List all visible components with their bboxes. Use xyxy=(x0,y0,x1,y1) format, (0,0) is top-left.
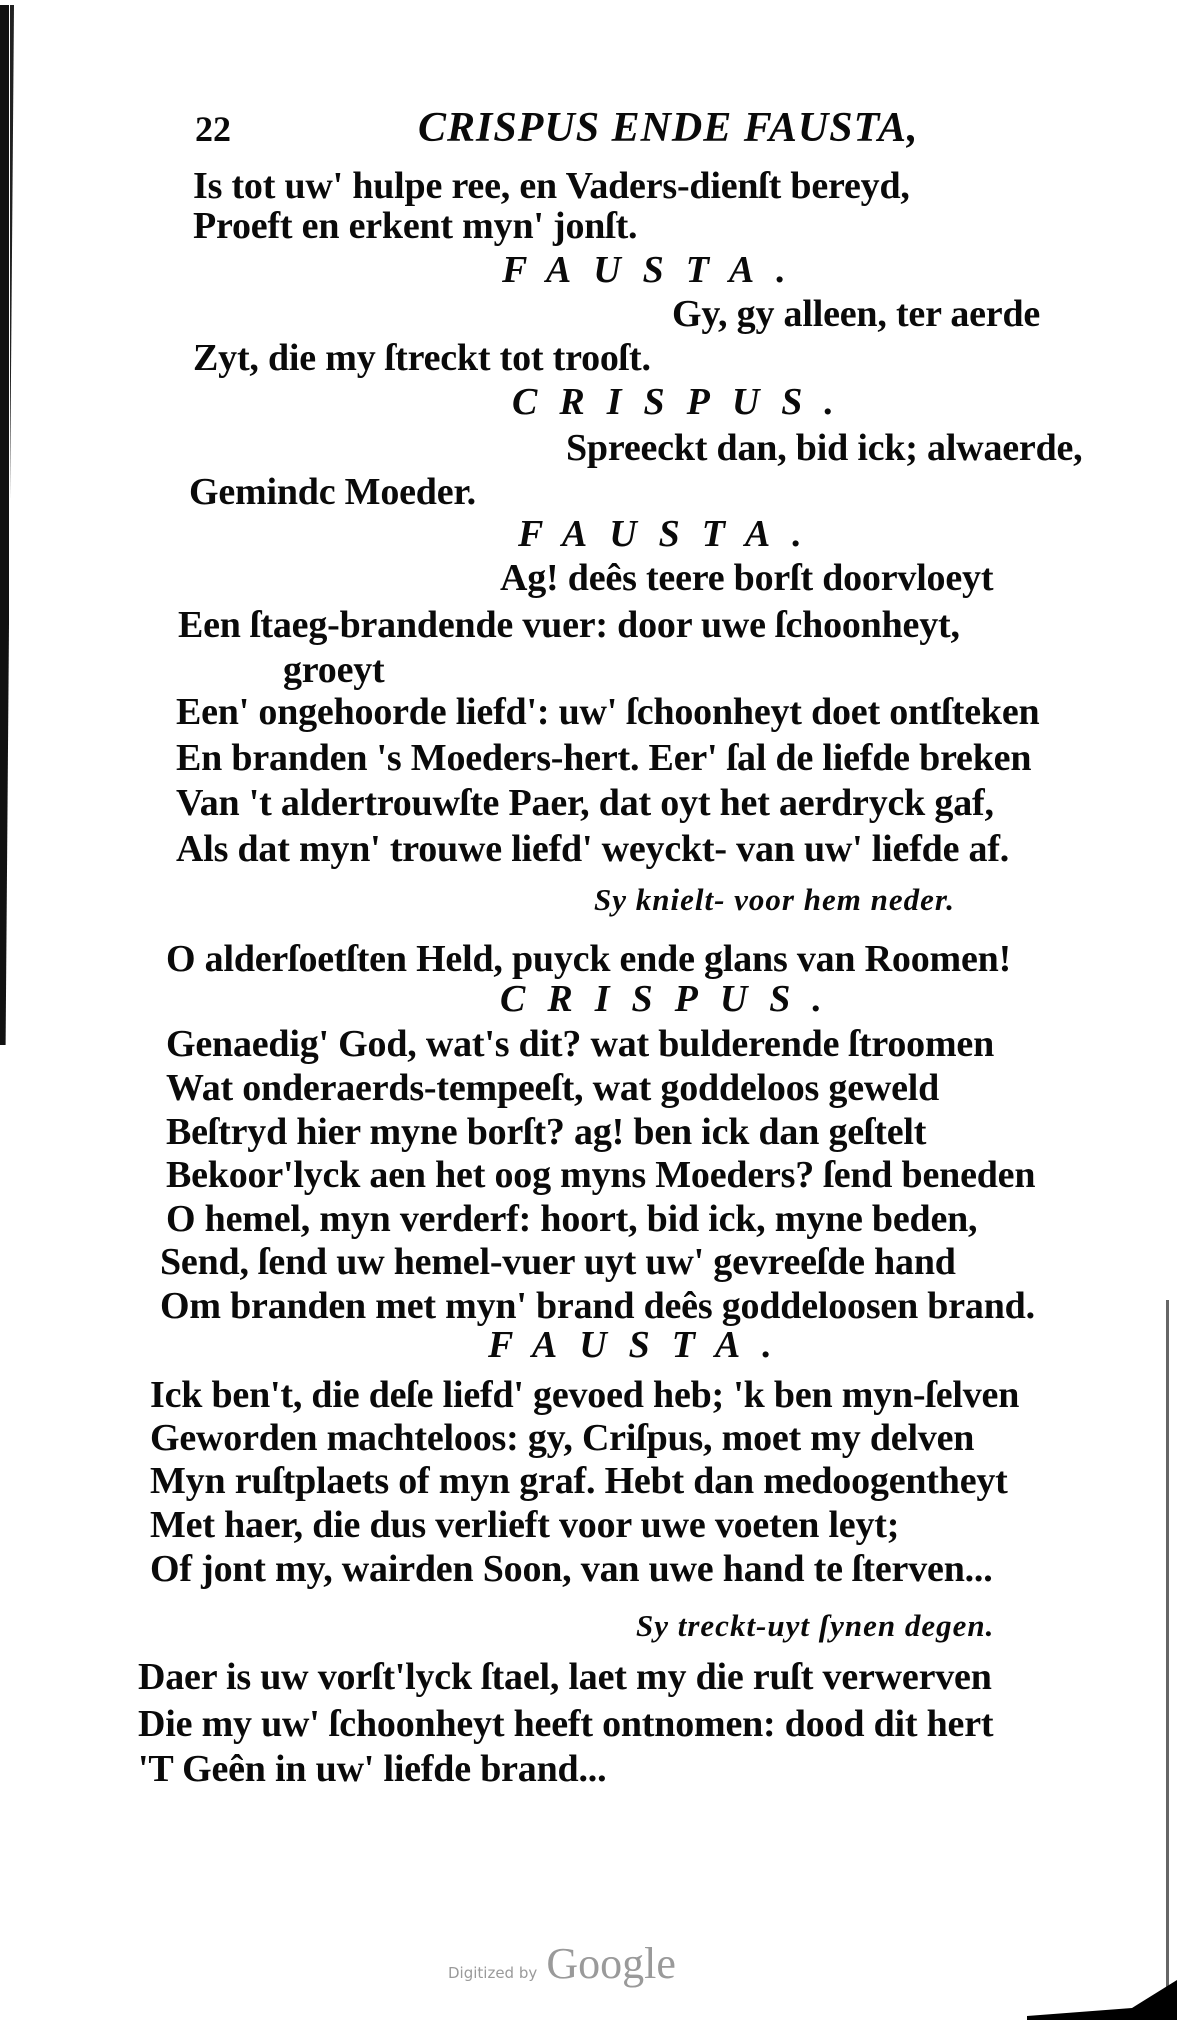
verse-line: Myn ruſtplaets of myn graf. Hebt dan medoogentheyt xyxy=(150,1460,1008,1502)
verse-line: Met haer, die dus verlieft voor uwe voeten leyt; xyxy=(150,1504,900,1546)
verse-line: Geworden machteloos: gy, Criſpus, moet my delven xyxy=(150,1417,975,1459)
speaker-name: CRISPUS. xyxy=(512,381,856,423)
verse-line: Een ſtaeg-brandende vuer: door uwe ſchoonheyt, xyxy=(178,604,960,646)
verse-line: Gemindc Moeder. xyxy=(189,471,476,513)
verse-line: Van 't aldertrouwſte Paer, dat oyt het aerdryck gaf, xyxy=(176,782,994,824)
verse-line: Is tot uw' hulpe ree, en Vaders-dienſt bereyd, xyxy=(193,165,910,207)
google-logo-text: Google xyxy=(546,1939,676,1988)
verse-line: En branden 's Moeders-hert. Eer' ſal de liefde breken xyxy=(176,737,1032,779)
verse-line: Zyt, die my ſtreckt tot trooſt. xyxy=(193,337,651,379)
verse-line: Om branden met myn' brand deês goddeloosen brand. xyxy=(160,1285,1035,1327)
binding-edge-shadow xyxy=(0,5,14,1045)
verse-line: Ick ben't, die deſe liefd' gevoed heb; 'k ben myn-ſelven xyxy=(150,1374,1020,1416)
verse-line: Ag! deês teere borſt doorvloeyt xyxy=(500,557,994,599)
page-right-edge xyxy=(1166,1300,1169,2020)
stage-direction: Sy treckt-uyt ſynen degen. xyxy=(636,1608,995,1643)
speaker-name: FAUSTA. xyxy=(488,1324,794,1366)
verse-line: Beſtryd hier myne borſt? ag! ben ick dan geſtelt xyxy=(166,1111,927,1153)
verse-line: Spreeckt dan, bid ick; alwaerde, xyxy=(566,427,1083,469)
verse-line: Proeft en erkent myn' jonſt. xyxy=(193,205,638,247)
verse-line: 'T Geên in uw' liefde brand... xyxy=(138,1748,607,1790)
running-title: CRISPUS ENDE FAUSTA, xyxy=(418,105,919,151)
speaker-name: FAUSTA. xyxy=(518,513,824,555)
verse-line: Gy, gy alleen, ter aerde xyxy=(672,293,1041,335)
page-corner-shadow xyxy=(1027,1980,1177,2020)
verse-line: Die my uw' ſchoonheyt heeft ontnomen: dood dit hert xyxy=(138,1703,994,1745)
verse-line: Daer is uw vorſt'lyck ſtael, laet my die ruſt verwerven xyxy=(138,1656,992,1698)
speaker-name: CRISPUS. xyxy=(500,978,844,1020)
verse-line: Als dat myn' trouwe liefd' weyckt- van uw' liefde af. xyxy=(176,828,1010,870)
verse-line: Bekoor'lyck aen het oog myns Moeders? ſend beneden xyxy=(166,1154,1036,1196)
verse-line: groeyt xyxy=(283,649,385,691)
watermark-prefix: Digitized by xyxy=(448,1964,538,1982)
verse-line: Genaedig' God, wat's dit? wat bulderende ſtroomen xyxy=(166,1023,994,1065)
verse-line: Of jont my, wairden Soon, van uwe hand te ſterven... xyxy=(150,1548,993,1590)
speaker-name: FAUSTA. xyxy=(502,249,808,291)
verse-line: Wat onderaerds-tempeeſt, wat goddeloos geweld xyxy=(166,1067,940,1109)
verse-line: Een' ongehoorde liefd': uw' ſchoonheyt doet ontſteken xyxy=(176,691,1040,733)
verse-line: O hemel, myn verderf: hoort, bid ick, myne beden, xyxy=(166,1198,978,1240)
page-number: 22 xyxy=(195,109,231,149)
stage-direction: Sy knielt- voor hem neder. xyxy=(594,882,955,917)
verse-line: Send, ſend uw hemel-vuer uyt uw' gevreeſde hand xyxy=(160,1241,956,1283)
digitized-watermark xyxy=(448,1938,676,1989)
verse-line: O alderſoetſten Held, puyck ende glans van Roomen! xyxy=(166,938,1012,980)
